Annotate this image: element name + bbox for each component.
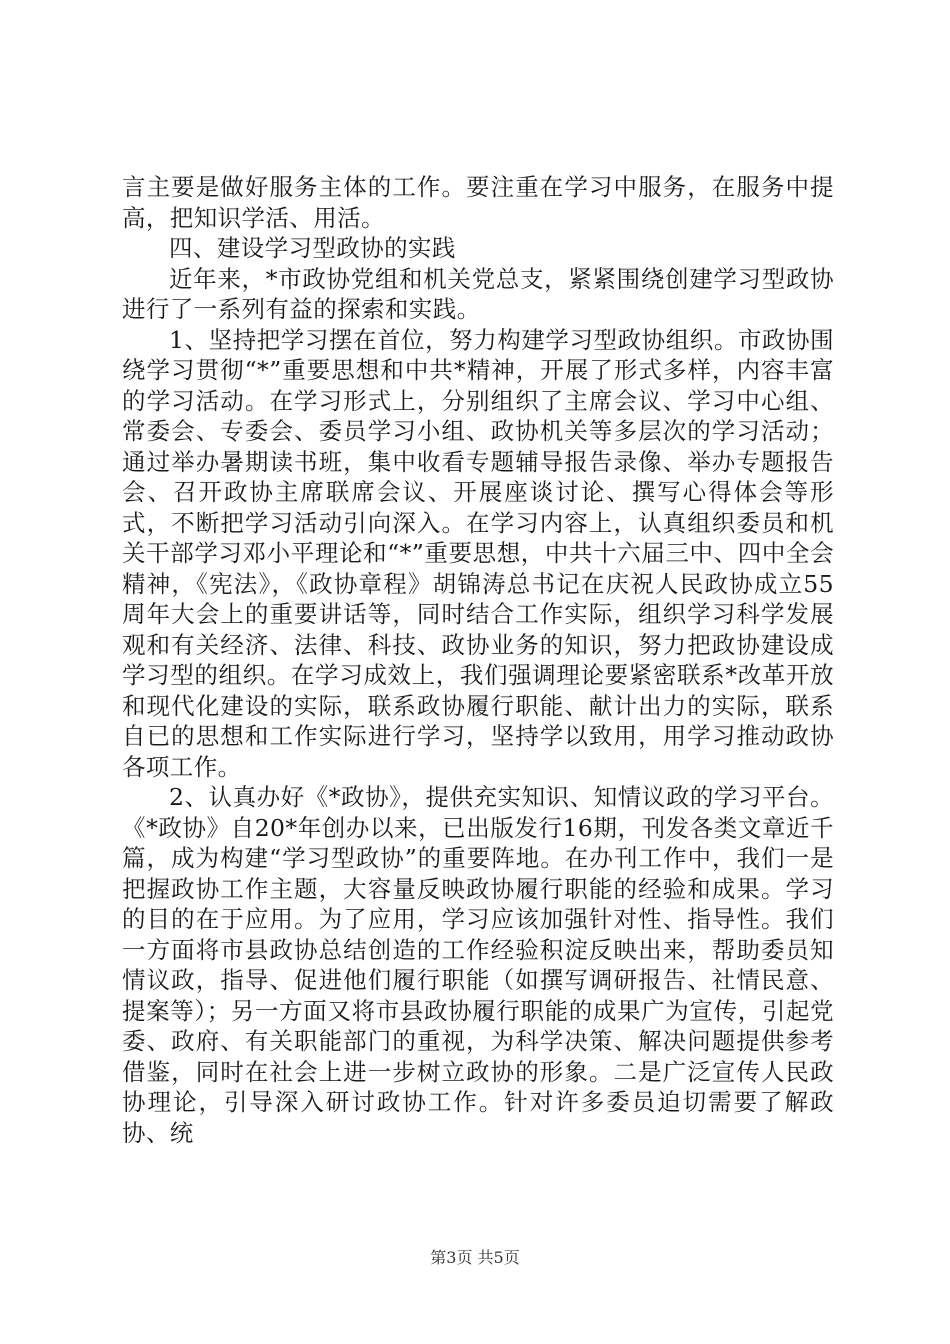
paragraph-item-2: 2、认真办好《*政协》，提供充实知识、知情议政的学习平台。《*政协》自20*年创办以来，已出版发行16期，刊发各类文章近千篇，成为构建“学习型政协”的重要阵地。在办刊工作中，我们一是把握政协工作主题，大容量反映政协履行职能的经验和成果。学习的目的在于应用。为了应用，学习应该加强针对性、指导性。我们一方面将市县政协总结创造的工作经验积淀反映出来，帮助委员知情议政，指导、促进他们履行职能（如撰写调研报告、社情民意、提案等）；另一方面又将市县政协履行职能的成果广为宣传，引起党委、政府、有关职能部门的重视，为科学决策、解决问题提供参考借鉴，同时在社会上进一步树立政协的形象。二是广泛宣传人民政协理论，引导深入研讨政协工作。针对许多委员迫切需要了解政协、统 xyxy=(122,783,834,1147)
paragraph-item-1: 1、坚持把学习摆在首位，努力构建学习型政协组织。市政协围绕学习贯彻“*”重要思想和中共*精神，开展了形式多样，内容丰富的学习活动。在学习形式上，分别组织了主席会议、学习中心组、常委会、专委会、委员学习小组、政协机关等多层次的学习活动；通过举办暑期读书班，集中收看专题辅导报告录像、举办专题报告会、召开政协主席联席会议、开展座谈讨论、撰写心得体会等形式，不断把学习活动引向深入。在学习内容上，认真组织委员和机关干部学习邓小平理论和“*”重要思想，中共十六届三中、四中全会精神，《宪法》，《政协章程》胡锦涛总书记在庆祝人民政协成立55周年大会上的重要讲话等，同时结合工作实际，组织学习科学发展观和有关经济、法律、科技、政协业务的知识，努力把政协建设成学习型的组织。在学习成效上，我们强调理论要紧密联系*改革开放和现代化建设的实际，联系政协履行职能、献计出力的实际，联系自已的思想和工作实际进行学习，坚持学以致用，用学习推动政协各项工作。 xyxy=(122,325,834,781)
section-heading: 四、建设学习型政协的实践 xyxy=(169,234,456,262)
paragraph-intro: 近年来，*市政协党组和机关党总支，紧紧围绕创建学习型政协进行了一系列有益的探索和实践。 xyxy=(122,264,834,323)
page-footer: 第3页 共5页 xyxy=(430,1248,520,1267)
document-body xyxy=(122,172,834,1148)
paragraph-continuation: 言主要是做好服务主体的工作。要注重在学习中服务，在服务中提高，把知识学活、用活。 xyxy=(122,173,834,232)
